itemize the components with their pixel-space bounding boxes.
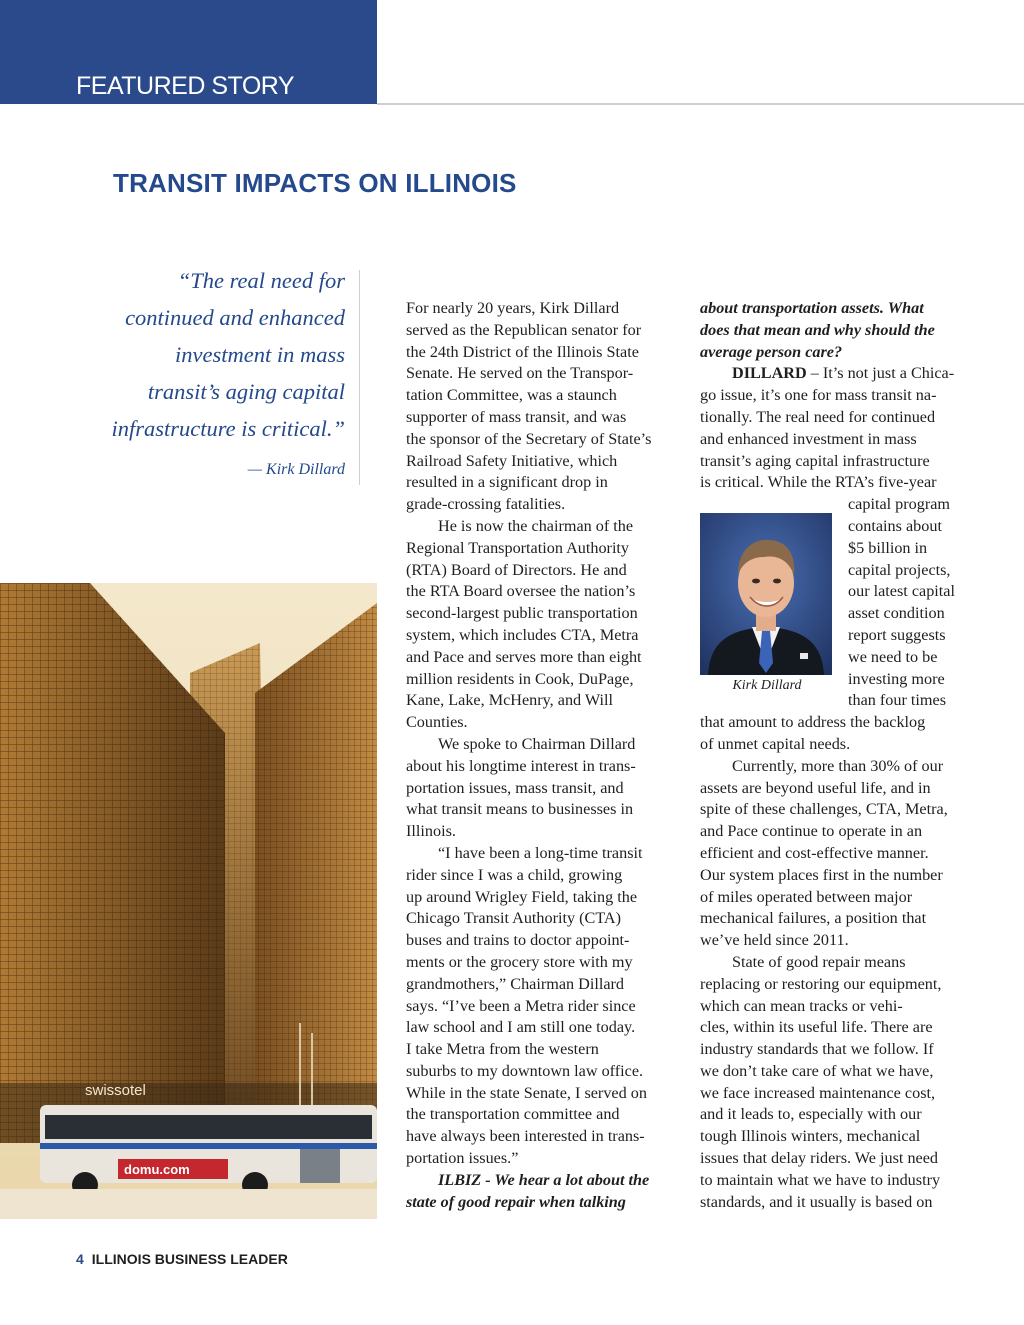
text-line: tough Illinois winters, mechanical	[700, 1127, 921, 1146]
text-line: standards, and it usually is based on	[700, 1192, 933, 1211]
text-line: Railroad Safety Initiative, which	[406, 451, 618, 470]
text-line: of unmet capital needs.	[700, 734, 851, 753]
pull-quote	[60, 262, 345, 481]
city-skyline-photo	[0, 583, 377, 1219]
pull-quote-divider	[359, 270, 360, 485]
text-line: industry standards that we follow. If	[700, 1040, 934, 1059]
text-line: grade-crossing fatalities.	[406, 495, 566, 514]
text-line: second-largest public transportation	[406, 604, 638, 623]
text-line: served as the Republican senator for	[406, 320, 642, 339]
text-line: State of good repair means	[732, 952, 906, 971]
text-line: tation Committee, was a staunch	[406, 386, 617, 405]
publication-name: ILLINOIS BUSINESS LEADER	[91, 1251, 288, 1267]
text-line: of miles operated between major	[700, 887, 913, 906]
answer-speaker: DILLARD	[732, 364, 807, 383]
text-line: efficient and cost-effective manner.	[700, 843, 929, 862]
interview-question	[406, 1170, 676, 1214]
text-line: report suggests	[848, 625, 946, 644]
header-rule	[377, 103, 1024, 105]
text-line: Regional Transportation Authority	[406, 538, 630, 557]
text-line: up around Wrigley Field, taking the	[406, 887, 638, 906]
article-paragraph	[700, 952, 970, 1214]
text-line: says. “I’ve been a Metra rider since	[406, 996, 636, 1015]
text-line: Counties.	[406, 713, 468, 732]
text-line: investing more	[848, 669, 945, 688]
text-line: we need to be	[848, 647, 938, 666]
text-line: Senate. He served on the Transpor-	[406, 364, 634, 383]
text-line: Our system places first in the number	[700, 865, 943, 884]
text-line: grandmothers,” Chairman Dillard	[406, 974, 625, 993]
text-line: and enhanced investment in mass	[700, 429, 917, 448]
article-column-left	[406, 298, 676, 1213]
text-line: have always been interested in trans-	[406, 1127, 645, 1146]
text-line: go issue, it’s one for mass transit na-	[700, 386, 937, 405]
text-line: is critical. While the RTA’s five-year	[700, 473, 937, 492]
text-line: asset condition	[848, 604, 945, 623]
article-paragraph	[406, 298, 676, 516]
article-paragraph	[406, 843, 676, 1170]
pull-quote-line: infrastructure is critical.”	[111, 416, 345, 441]
article-column-right	[700, 298, 970, 1213]
pull-quote-line: investment in mass	[175, 342, 345, 367]
text-line: transit’s aging capital infrastructure	[700, 451, 930, 470]
text-line: that amount to address the backlog	[700, 713, 926, 732]
pull-quote-attribution: — Kirk Dillard	[247, 461, 345, 478]
text-line: which can mean tracks or vehi-	[700, 996, 903, 1015]
text-line: supporter of mass transit, and was	[406, 407, 627, 426]
page-number: 4	[76, 1251, 84, 1267]
text-line: cles, within its useful life. There are	[700, 1018, 933, 1037]
text-line: we’ve held since 2011.	[700, 931, 849, 950]
text-line: we don’t take care of what we have,	[700, 1061, 934, 1080]
text-line: I take Metra from the western	[406, 1040, 599, 1059]
text-line: Currently, more than 30% of our	[732, 756, 944, 775]
text-line: While in the state Senate, I served on	[406, 1083, 647, 1102]
text-line: state of good repair when talking	[406, 1192, 626, 1211]
article-paragraph	[700, 756, 970, 952]
text-line: resulted in a significant drop in	[406, 473, 608, 492]
text-line: – It’s not just a Chica-	[806, 364, 955, 383]
text-line: we face increased maintenance cost,	[700, 1083, 936, 1102]
text-line: and Pace and serves more than eight	[406, 647, 642, 666]
text-line: buses and trains to doctor appoint-	[406, 931, 630, 950]
text-line: portation issues, mass transit, and	[406, 778, 624, 797]
text-line: than four times	[848, 691, 947, 710]
text-line: and it leads to, especially with our	[700, 1105, 922, 1124]
section-label: FEATURED STORY	[76, 72, 295, 100]
text-line: capital projects,	[848, 560, 951, 579]
text-line: what transit means to businesses in	[406, 800, 634, 819]
text-line: We spoke to Chairman Dillard	[438, 734, 636, 753]
text-line: For nearly 20 years, Kirk Dillard	[406, 299, 620, 317]
text-line: spite of these challenges, CTA, Metra,	[700, 800, 948, 819]
text-line: tionally. The real need for continued	[700, 407, 936, 426]
text-line: ments or the grocery store with my	[406, 952, 633, 971]
pull-quote-line: “The real need for	[177, 268, 345, 293]
text-line: the 24th District of the Illinois State	[406, 342, 639, 361]
page-footer	[76, 1251, 288, 1267]
text-line: Kane, Lake, McHenry, and Will	[406, 691, 614, 710]
pull-quote-line: transit’s aging capital	[147, 379, 345, 404]
text-line: the RTA Board oversee the nation’s	[406, 582, 636, 601]
text-line: (RTA) Board of Directors. He and	[406, 560, 627, 579]
text-line: average person care?	[700, 342, 843, 361]
text-line: Chicago Transit Authority (CTA)	[406, 909, 621, 928]
text-line: replacing or restoring our equipment,	[700, 974, 942, 993]
article-headline: TRANSIT IMPACTS ON ILLINOIS	[113, 168, 517, 198]
text-line: Illinois.	[406, 822, 456, 841]
text-line: the transportation committee and	[406, 1105, 620, 1124]
portrait-caption: Kirk Dillard	[732, 678, 802, 693]
text-line: issues that delay riders. We just need	[700, 1149, 939, 1168]
text-line: suburbs to my downtown law office.	[406, 1061, 644, 1080]
article-paragraph	[406, 516, 676, 734]
text-line: about his longtime interest in trans-	[406, 756, 636, 775]
text-line: does that mean and why should the	[700, 320, 935, 339]
text-line: assets are beyond useful life, and in	[700, 778, 931, 797]
text-line: rider since I was a child, growing	[406, 865, 623, 884]
article-paragraph	[406, 734, 676, 843]
portrait-photo	[700, 513, 832, 675]
text-line: million residents in Cook, DuPage,	[406, 669, 634, 688]
text-line: law school and I am still one today.	[406, 1018, 636, 1037]
text-line: system, which includes CTA, Metra	[406, 625, 639, 644]
text-line: to maintain what we have to industry	[700, 1170, 941, 1189]
text-line: portation issues.”	[406, 1149, 519, 1168]
photo-sign-domu: domu.com	[124, 1162, 190, 1177]
pull-quote-line: continued and enhanced	[125, 305, 345, 330]
photo-sign-swissotel: swissotel	[85, 1082, 146, 1099]
text-line: the sponsor of the Secretary of State’s	[406, 429, 652, 448]
text-line: He is now the chairman of the	[438, 516, 634, 535]
text-line: ILBIZ - We hear a lot about the	[438, 1170, 650, 1189]
text-line: capital program	[848, 495, 951, 514]
text-line: “I have been a long-time transit	[438, 843, 643, 862]
text-line: $5 billion in	[848, 538, 928, 557]
text-line: and Pace continue to operate in an	[700, 822, 923, 841]
text-line: about transportation assets. What	[700, 299, 924, 317]
text-line: our latest capital	[848, 582, 955, 601]
interview-question-continued	[700, 298, 970, 363]
text-line: contains about	[848, 516, 942, 535]
text-line: mechanical failures, a position that	[700, 909, 927, 928]
